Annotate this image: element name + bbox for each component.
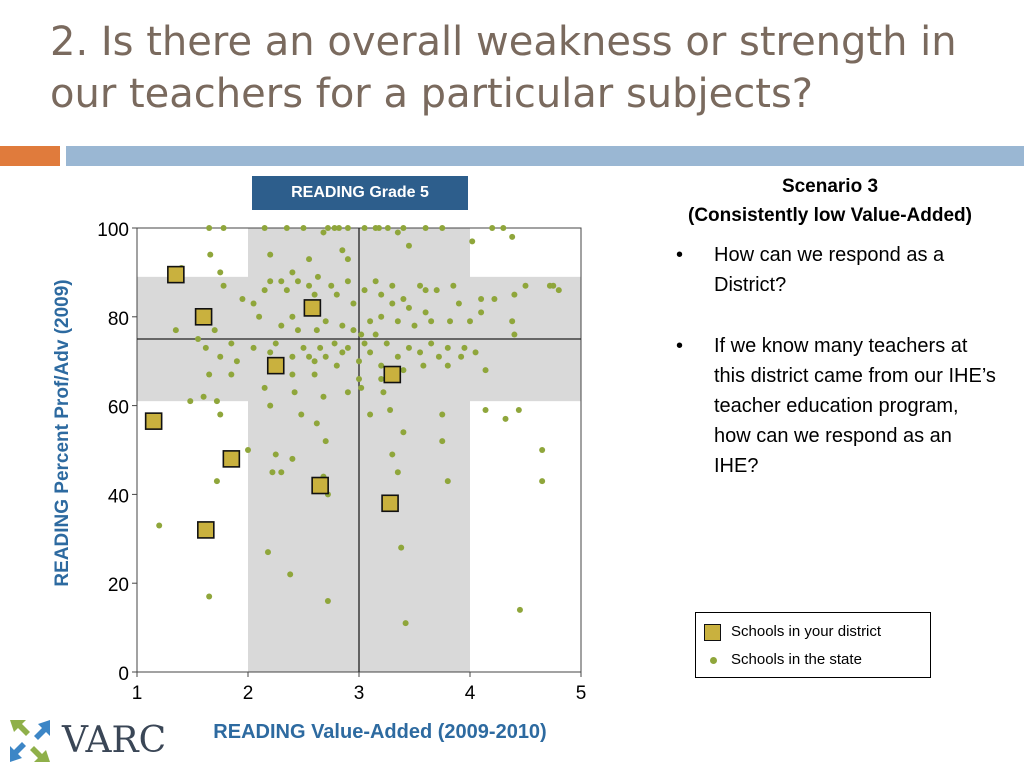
state-school-point bbox=[251, 345, 257, 351]
state-school-point bbox=[295, 278, 301, 284]
state-school-point bbox=[423, 309, 429, 315]
state-school-point bbox=[339, 349, 345, 355]
state-school-point bbox=[265, 549, 271, 555]
state-school-point bbox=[156, 522, 162, 528]
state-school-point bbox=[334, 363, 340, 369]
state-school-point bbox=[400, 367, 406, 373]
state-school-point bbox=[362, 287, 368, 293]
state-school-point bbox=[267, 349, 273, 355]
state-school-point bbox=[323, 354, 329, 360]
district-school-point bbox=[146, 413, 162, 429]
state-school-point bbox=[301, 225, 307, 231]
state-school-point bbox=[336, 225, 342, 231]
state-school-point bbox=[315, 274, 321, 280]
scenario-heading-block bbox=[630, 172, 1024, 230]
state-school-point bbox=[289, 372, 295, 378]
state-school-point bbox=[445, 363, 451, 369]
state-school-point bbox=[378, 292, 384, 298]
state-school-point bbox=[400, 296, 406, 302]
state-school-point bbox=[267, 278, 273, 284]
state-school-point bbox=[398, 545, 404, 551]
state-school-point bbox=[428, 340, 434, 346]
state-school-point bbox=[467, 318, 473, 324]
state-school-point bbox=[511, 332, 517, 338]
state-school-point bbox=[301, 345, 307, 351]
state-school-point bbox=[503, 416, 509, 422]
state-school-point bbox=[262, 385, 268, 391]
chart-title: READING Grade 5 bbox=[252, 176, 468, 210]
state-school-point bbox=[262, 287, 268, 293]
state-school-point bbox=[417, 349, 423, 355]
state-school-point bbox=[298, 411, 304, 417]
state-school-point bbox=[256, 314, 262, 320]
district-school-point bbox=[304, 300, 320, 316]
state-school-point bbox=[234, 358, 240, 364]
state-school-point bbox=[511, 292, 517, 298]
state-school-point bbox=[312, 372, 318, 378]
state-school-point bbox=[221, 283, 227, 289]
state-school-point bbox=[207, 252, 213, 258]
x-tick-label: 3 bbox=[353, 683, 365, 704]
scenario-heading: Scenario 3 bbox=[781, 176, 879, 197]
y-tick-label: 80 bbox=[107, 308, 129, 330]
state-school-point bbox=[221, 225, 227, 231]
x-axis-label: READING Value-Added (2009-2010) bbox=[213, 721, 547, 743]
state-school-point bbox=[328, 283, 334, 289]
state-school-point bbox=[289, 354, 295, 360]
state-school-point bbox=[325, 225, 331, 231]
state-school-point bbox=[284, 225, 290, 231]
state-school-point bbox=[228, 372, 234, 378]
chart-legend bbox=[695, 612, 931, 678]
state-school-point bbox=[269, 469, 275, 475]
state-school-point bbox=[267, 403, 273, 409]
state-school-point bbox=[385, 225, 391, 231]
state-school-point bbox=[214, 398, 220, 404]
district-school-point bbox=[268, 358, 284, 374]
state-school-point bbox=[273, 340, 279, 346]
state-school-point bbox=[267, 252, 273, 258]
state-school-point bbox=[339, 247, 345, 253]
legend-state-label: Schools in the state bbox=[731, 651, 862, 668]
state-school-point bbox=[458, 354, 464, 360]
state-school-point bbox=[212, 327, 218, 333]
state-school-point bbox=[278, 323, 284, 329]
state-school-point bbox=[350, 327, 356, 333]
state-school-point bbox=[312, 292, 318, 298]
state-school-point bbox=[378, 363, 384, 369]
state-school-point bbox=[387, 407, 393, 413]
state-school-point bbox=[420, 363, 426, 369]
state-school-point bbox=[332, 340, 338, 346]
state-school-point bbox=[523, 283, 529, 289]
state-school-point bbox=[550, 283, 556, 289]
state-school-point bbox=[312, 358, 318, 364]
state-school-point bbox=[539, 478, 545, 484]
state-school-point bbox=[445, 345, 451, 351]
state-school-point bbox=[406, 345, 412, 351]
state-school-point bbox=[356, 376, 362, 382]
state-school-point bbox=[173, 327, 179, 333]
x-tick-label: 2 bbox=[242, 683, 254, 704]
state-school-point bbox=[378, 376, 384, 382]
state-school-point bbox=[251, 300, 257, 306]
state-school-point bbox=[456, 300, 462, 306]
state-school-point bbox=[278, 278, 284, 284]
varc-logo bbox=[4, 716, 174, 766]
state-school-point bbox=[284, 287, 290, 293]
state-school-point bbox=[478, 309, 484, 315]
dot-marker-icon bbox=[710, 657, 717, 664]
state-school-point bbox=[406, 243, 412, 249]
state-school-point bbox=[469, 238, 475, 244]
state-school-point bbox=[339, 323, 345, 329]
varc-arrows-icon bbox=[4, 716, 56, 766]
state-school-point bbox=[201, 394, 207, 400]
state-school-point bbox=[447, 318, 453, 324]
square-marker-icon bbox=[704, 624, 721, 641]
state-school-point bbox=[206, 225, 212, 231]
state-school-point bbox=[289, 269, 295, 275]
state-school-point bbox=[317, 345, 323, 351]
state-school-point bbox=[378, 314, 384, 320]
district-school-point bbox=[384, 367, 400, 383]
state-school-point bbox=[273, 451, 279, 457]
y-axis-label: READING Percent Prof/Adv (2009) bbox=[52, 279, 73, 587]
state-school-point bbox=[214, 478, 220, 484]
state-school-point bbox=[345, 389, 351, 395]
state-school-point bbox=[423, 225, 429, 231]
state-school-point bbox=[195, 336, 201, 342]
state-school-point bbox=[358, 332, 364, 338]
state-school-point bbox=[314, 327, 320, 333]
state-school-point bbox=[556, 287, 562, 293]
state-school-point bbox=[306, 256, 312, 262]
state-school-point bbox=[373, 332, 379, 338]
state-school-point bbox=[362, 340, 368, 346]
state-school-point bbox=[450, 283, 456, 289]
state-school-point bbox=[306, 283, 312, 289]
state-school-point bbox=[461, 345, 467, 351]
state-school-point bbox=[350, 300, 356, 306]
x-tick-label: 5 bbox=[575, 683, 587, 704]
state-school-point bbox=[400, 225, 406, 231]
state-school-point bbox=[373, 278, 379, 284]
district-school-point bbox=[196, 309, 212, 325]
district-school-point bbox=[312, 478, 328, 494]
state-school-point bbox=[245, 447, 251, 453]
state-school-point bbox=[473, 349, 479, 355]
district-school-point bbox=[382, 495, 398, 511]
state-school-point bbox=[478, 296, 484, 302]
state-school-point bbox=[314, 420, 320, 426]
state-school-point bbox=[345, 225, 351, 231]
state-school-point bbox=[517, 607, 523, 613]
y-tick-label: 60 bbox=[107, 397, 129, 419]
logo-text: VARC bbox=[62, 720, 167, 761]
state-school-point bbox=[345, 256, 351, 262]
state-school-point bbox=[325, 598, 331, 604]
state-school-point bbox=[206, 594, 212, 600]
state-school-point bbox=[362, 225, 368, 231]
state-school-point bbox=[278, 469, 284, 475]
state-school-point bbox=[436, 354, 442, 360]
state-school-point bbox=[400, 429, 406, 435]
state-school-point bbox=[367, 349, 373, 355]
scenario-subheading: (Consistently low Value-Added) bbox=[688, 205, 972, 226]
state-school-point bbox=[320, 394, 326, 400]
scenario-bullet-list bbox=[676, 240, 996, 512]
district-school-point bbox=[223, 451, 239, 467]
bullet-item: • If we know many teachers at this district came from our IHE’s teacher education program, how can we respond as an IHE? bbox=[676, 331, 996, 481]
state-school-point bbox=[423, 287, 429, 293]
state-school-point bbox=[287, 571, 293, 577]
state-school-point bbox=[228, 340, 234, 346]
state-school-point bbox=[367, 318, 373, 324]
legend-entry-district bbox=[704, 621, 881, 643]
state-school-point bbox=[428, 318, 434, 324]
state-school-point bbox=[334, 292, 340, 298]
state-school-point bbox=[439, 411, 445, 417]
state-school-point bbox=[320, 229, 326, 235]
state-school-point bbox=[389, 451, 395, 457]
state-school-point bbox=[500, 225, 506, 231]
state-school-point bbox=[412, 323, 418, 329]
state-school-point bbox=[262, 225, 268, 231]
state-school-point bbox=[239, 296, 245, 302]
state-school-point bbox=[323, 318, 329, 324]
x-tick-label: 1 bbox=[131, 683, 143, 704]
state-school-point bbox=[389, 283, 395, 289]
state-school-point bbox=[295, 327, 301, 333]
state-school-point bbox=[483, 367, 489, 373]
state-school-point bbox=[445, 478, 451, 484]
district-school-point bbox=[198, 522, 214, 538]
state-school-point bbox=[516, 407, 522, 413]
state-school-point bbox=[389, 300, 395, 306]
state-school-point bbox=[509, 234, 515, 240]
state-school-point bbox=[403, 620, 409, 626]
state-school-point bbox=[509, 318, 515, 324]
y-tick-label: 40 bbox=[107, 486, 129, 508]
y-tick-label: 20 bbox=[107, 575, 129, 597]
state-school-point bbox=[539, 447, 545, 453]
state-school-point bbox=[384, 340, 390, 346]
state-school-point bbox=[323, 438, 329, 444]
state-school-point bbox=[417, 283, 423, 289]
state-school-point bbox=[217, 354, 223, 360]
y-tick-label: 0 bbox=[118, 664, 129, 685]
state-school-point bbox=[345, 278, 351, 284]
state-school-point bbox=[406, 305, 412, 311]
legend-district-label: Schools in your district bbox=[731, 623, 882, 640]
state-school-point bbox=[358, 385, 364, 391]
state-school-point bbox=[483, 407, 489, 413]
y-tick-label: 100 bbox=[97, 220, 129, 241]
bullet-item: • How can we respond as a District? bbox=[676, 240, 996, 300]
state-school-point bbox=[206, 372, 212, 378]
slide-title: 2. Is there an overall weakness or strength in our teachers for a particular subjects? bbox=[50, 19, 957, 117]
district-school-point bbox=[168, 267, 184, 283]
state-school-point bbox=[395, 469, 401, 475]
state-school-point bbox=[395, 354, 401, 360]
state-school-point bbox=[491, 296, 497, 302]
state-school-point bbox=[345, 345, 351, 351]
state-school-point bbox=[434, 287, 440, 293]
state-school-point bbox=[203, 345, 209, 351]
state-school-point bbox=[380, 389, 386, 395]
state-school-point bbox=[187, 398, 193, 404]
state-school-point bbox=[356, 358, 362, 364]
state-school-point bbox=[292, 389, 298, 395]
state-school-point bbox=[217, 411, 223, 417]
state-school-point bbox=[395, 229, 401, 235]
state-school-point bbox=[395, 318, 401, 324]
state-school-point bbox=[376, 225, 382, 231]
state-school-point bbox=[306, 354, 312, 360]
legend-entry-state bbox=[704, 649, 862, 671]
x-tick-label: 4 bbox=[464, 683, 476, 704]
state-school-point bbox=[217, 269, 223, 275]
state-school-point bbox=[289, 456, 295, 462]
state-school-point bbox=[367, 411, 373, 417]
state-school-point bbox=[439, 225, 445, 231]
state-school-point bbox=[439, 438, 445, 444]
state-school-point bbox=[289, 314, 295, 320]
state-school-point bbox=[489, 225, 495, 231]
